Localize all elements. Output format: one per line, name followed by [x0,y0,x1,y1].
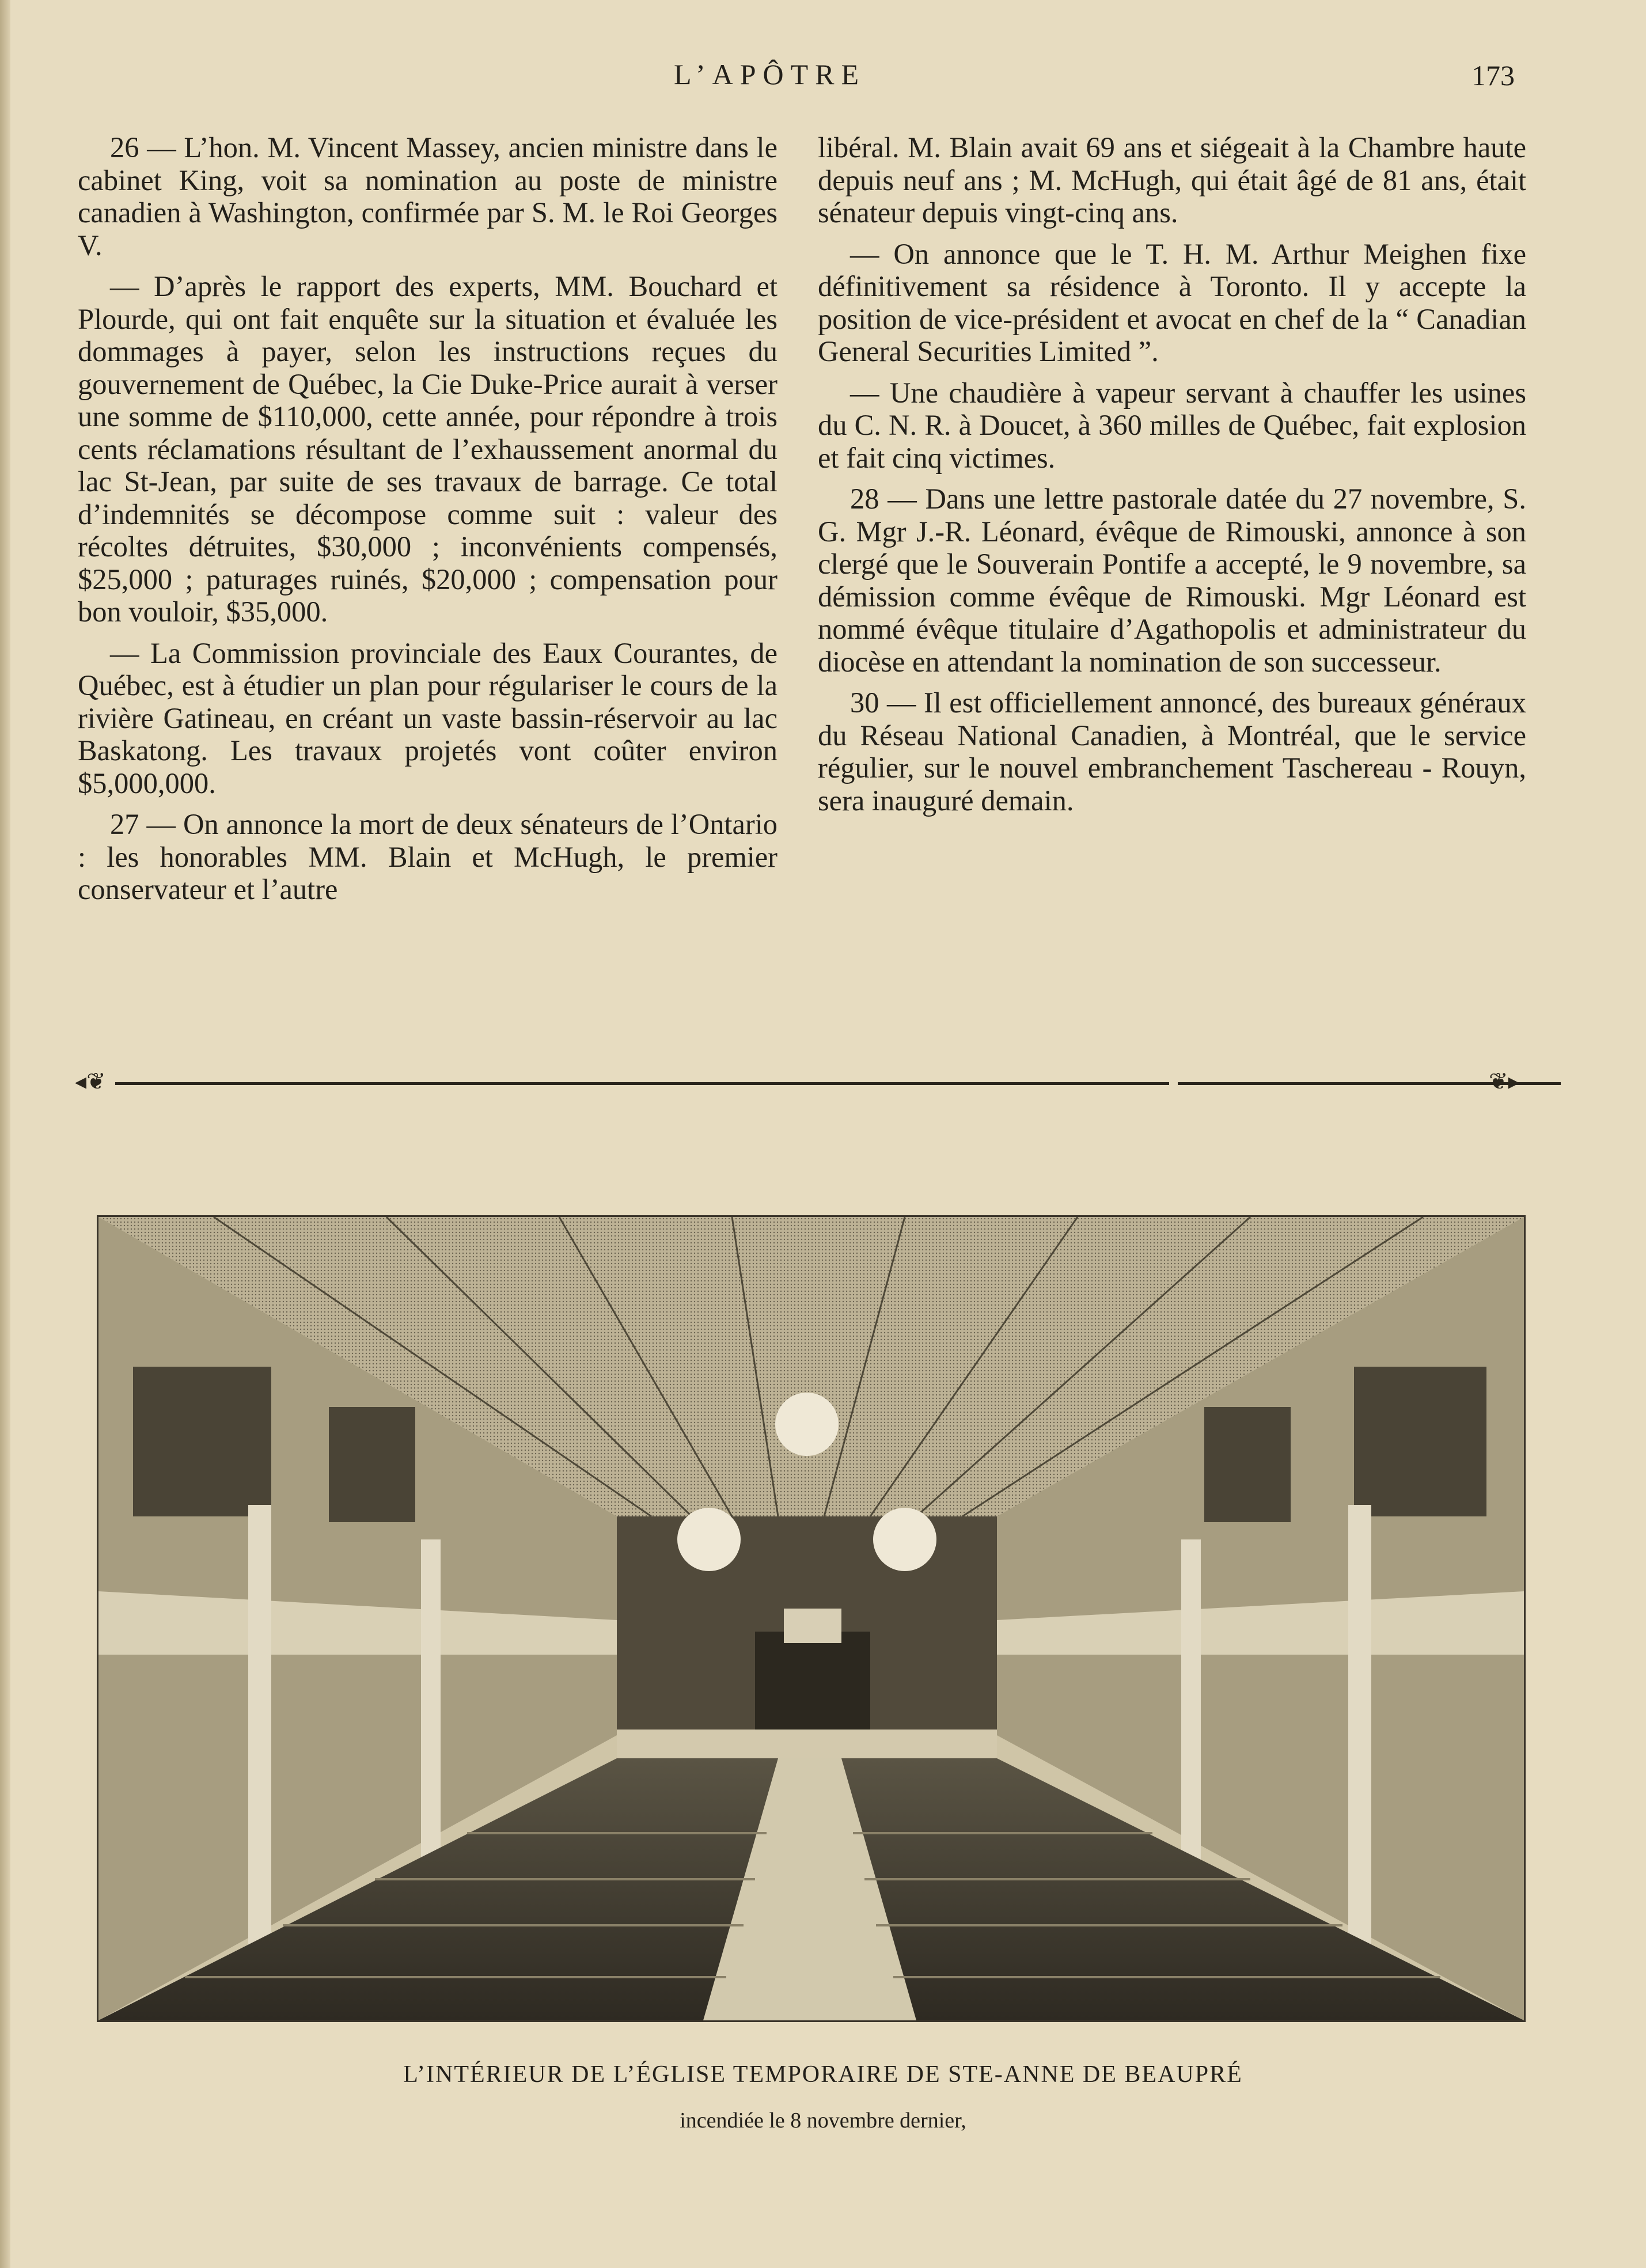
page-binding-edge [0,0,10,2268]
paragraph: 27 — On annonce la mort de deux sénateurs de l’Ontario : les honorables MM. Blain et McHugh, le premier conservateur et l’autre [78,808,778,905]
paragraph: — Une chaudière à vapeur servant à chauffer les usines du C. N. R. à Doucet, à 360 milles de Québec, fait explosion et fait cinq victimes. [818,376,1526,474]
paragraph: 30 — Il est officiellement annoncé, des bureaux généraux du Réseau National Canadien, à Montréal, que le service régulier, sur le nouvel embranchement Taschereau - Rouyn, sera inauguré demain. [818,687,1526,817]
church-interior-photo [97,1215,1526,2022]
paragraph: 28 — Dans une lettre pastorale datée du 27 novembre, S. G. Mgr J.-R. Léonard, évêque de Rimouski, annonce à son clergé que le Souverain Pontife a accepté, le 9 novembre, sa démission comme évêque de Rimouski. Mgr Léonard est nommé évêque titulaire d’Agathopolis et administrateur du diocèse en attendant la nomination de son successeur. [818,483,1526,678]
section-divider [75,1068,1526,1094]
ornament-left-icon: ◂❦ [75,1068,106,1094]
paragraph: — On annonce que le T. H. M. Arthur Meighen fixe définitivement sa résidence à Toronto. Il y accepte la position de vice-président et avocat en chef de la “ Canadian General Securities Limited ”. [818,237,1526,367]
paragraph: — D’après le rapport des experts, MM. Bouchard et Plourde, qui ont fait enquête sur la situation et évaluée les dommages à payer, selon les instructions reçues du gouvernement de Québec, la Cie Duke-Price aurait à verser une somme de $110,000, cette année, pour répondre à trois cents réclamations résultant de l’exhaussement anormal du lac St-Jean, par suite de ses travaux de barrage. Ce total d’indemnités se décompose comme suit : valeur des récoltes détruites, $30,000 ; inconvénients compensés, $25,000 ; paturages ruinés, $20,000 ; compensation pour bon vouloir, $35,000. [78,270,778,628]
right-column [818,131,1526,825]
figure-subcaption: incendiée le 8 novembre dernier, [680,2108,966,2133]
divider-line [115,1082,1169,1085]
ornament-right-icon: ❦▸ [1489,1068,1520,1094]
page-number: 173 [1471,59,1515,92]
figure-caption: L’INTÉRIEUR DE L’ÉGLISE TEMPORAIRE DE STE-ANNE DE BEAUPRÉ [403,2061,1243,2088]
paragraph: 26 — L’hon. M. Vincent Massey, ancien ministre dans le cabinet King, voit sa nomination au poste de ministre canadien à Washington, confirmée par S. M. le Roi Georges V. [78,131,778,261]
running-head [0,58,1646,98]
paragraph: — La Commission provinciale des Eaux Courantes, de Québec, est à étudier un plan pour régulariser le cours de la rivière Gatineau, en créant un vaste bassin-réservoir au lac Baskatong. Les travaux projetés vont coûter environ $5,000,000. [78,636,778,799]
journal-title: L’APÔTRE [674,58,866,90]
paragraph: libéral. M. Blain avait 69 ans et siégeait à la Chambre haute depuis neuf ans ; M. McHugh, qui était âgé de 81 ans, était sénateur depuis vingt-cinq ans. [818,131,1526,229]
church-interior-illustration [98,1217,1524,2020]
left-column [78,131,778,915]
